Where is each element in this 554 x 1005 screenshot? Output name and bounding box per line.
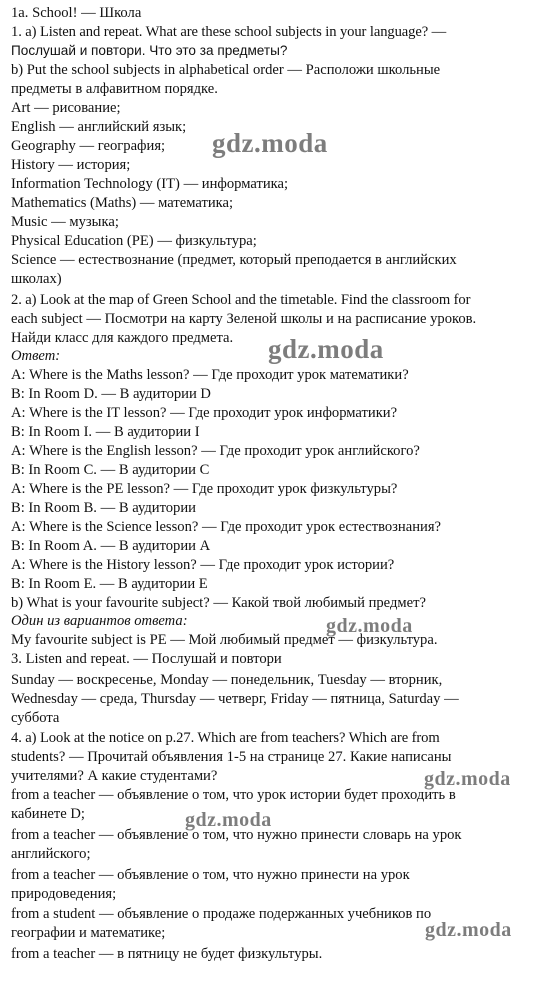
watermark: gdz.moda: [424, 768, 511, 790]
text-line: from a teacher — объявление о том, что нужно принести словарь на урок: [11, 827, 462, 843]
text-line: English — английский язык;: [11, 119, 187, 135]
text-line: учителями? А какие студентами?: [11, 768, 218, 784]
answer-label: Один из вариантов ответа:: [11, 613, 188, 629]
text-line: предметы в алфавитном порядке.: [11, 81, 218, 97]
dialogue-line: B: In Room E. — В аудитории E: [11, 576, 208, 592]
text-line: Geography — география;: [11, 138, 166, 154]
text-line: Art — рисование;: [11, 100, 121, 116]
text-line: Найди класс для каждого предмета.: [11, 330, 234, 346]
text-line: кабинете D;: [11, 806, 85, 822]
text-line: географии и математике;: [11, 925, 166, 941]
watermark: gdz.moda: [212, 128, 328, 158]
text-line: Physical Education (PE) — физкультура;: [11, 233, 257, 249]
watermark: gdz.moda: [425, 919, 512, 941]
text-line: from a teacher — объявление о том, что урок истории будет проходить в: [11, 787, 456, 803]
text-line: суббота: [11, 710, 60, 726]
text-line: Science — естествознание (предмет, который преподается в английских: [11, 252, 457, 268]
dialogue-line: B: In Room D. — В аудитории D: [11, 386, 211, 402]
text-line: b) What is your favourite subject? — Какой твой любимый предмет?: [11, 595, 426, 611]
text-line: природоведения;: [11, 886, 117, 902]
text-line: from a teacher — объявление о том, что нужно принести на урок: [11, 867, 410, 883]
dialogue-line: B: In Room C. — В аудитории C: [11, 462, 210, 478]
dialogue-line: A: Where is the Science lesson? — Где проходит урок естествознания?: [11, 519, 442, 535]
dialogue-line: A: Where is the History lesson? — Где проходит урок истории?: [11, 557, 395, 573]
text-line: Mathematics (Maths) — математика;: [11, 195, 234, 211]
text-line: My favourite subject is PE — Мой любимый предмет — физкультура.: [11, 632, 438, 648]
text-line: Information Technology (IT) — информатика;: [11, 176, 289, 192]
watermark: gdz.moda: [326, 615, 413, 637]
text-line: each subject — Посмотри на карту Зеленой школы и на расписание уроков.: [11, 311, 477, 327]
dialogue-line: A: Where is the Maths lesson? — Где проходит урок математики?: [11, 367, 409, 383]
dialogue-line: B: In Room I. — В аудитории I: [11, 424, 200, 440]
text-line: Послушай и повтори. Что это за предметы?: [11, 43, 288, 58]
answer-label: Ответ:: [11, 348, 61, 364]
dialogue-line: A: Where is the English lesson? — Где проходит урок английского?: [11, 443, 420, 459]
dialogue-line: A: Where is the IT lesson? — Где проходит урок информатики?: [11, 405, 398, 421]
text-line: Sunday — воскресенье, Monday — понедельник, Tuesday — вторник,: [11, 672, 443, 688]
text-line: 3. Listen and repeat. — Послушай и повтори: [11, 651, 282, 667]
dialogue-line: A: Where is the PE lesson? — Где проходит урок физкультуры?: [11, 481, 398, 497]
section-title: 1a. School! — Школа: [11, 5, 142, 21]
dialogue-line: B: In Room B. — В аудитории: [11, 500, 196, 516]
text-line: 2. a) Look at the map of Green School and the timetable. Find the classroom for: [11, 292, 471, 308]
text-line: 1. a) Listen and repeat. What are these school subjects in your language? —: [11, 24, 447, 40]
watermark: gdz.moda: [185, 809, 272, 831]
text-line: students? — Прочитай объявления 1-5 на странице 27. Какие написаны: [11, 749, 452, 765]
text-line: 4. a) Look at the notice on p.27. Which are from teachers? Which are from: [11, 730, 440, 746]
text-line: from a student — объявление о продаже подержанных учебников по: [11, 906, 432, 922]
dialogue-line: B: In Room A. — В аудитории A: [11, 538, 211, 554]
text-line: Music — музыка;: [11, 214, 119, 230]
text-line: b) Put the school subjects in alphabetical order — Расположи школьные: [11, 62, 441, 78]
text-line: History — история;: [11, 157, 131, 173]
text-line: английского;: [11, 846, 91, 862]
text-line: from a teacher — в пятницу не будет физкультуры.: [11, 946, 323, 962]
text-line: школах): [11, 271, 62, 287]
text-line: Wednesday — среда, Thursday — четверг, Friday — пятница, Saturday —: [11, 691, 459, 707]
watermark: gdz.moda: [268, 334, 384, 364]
